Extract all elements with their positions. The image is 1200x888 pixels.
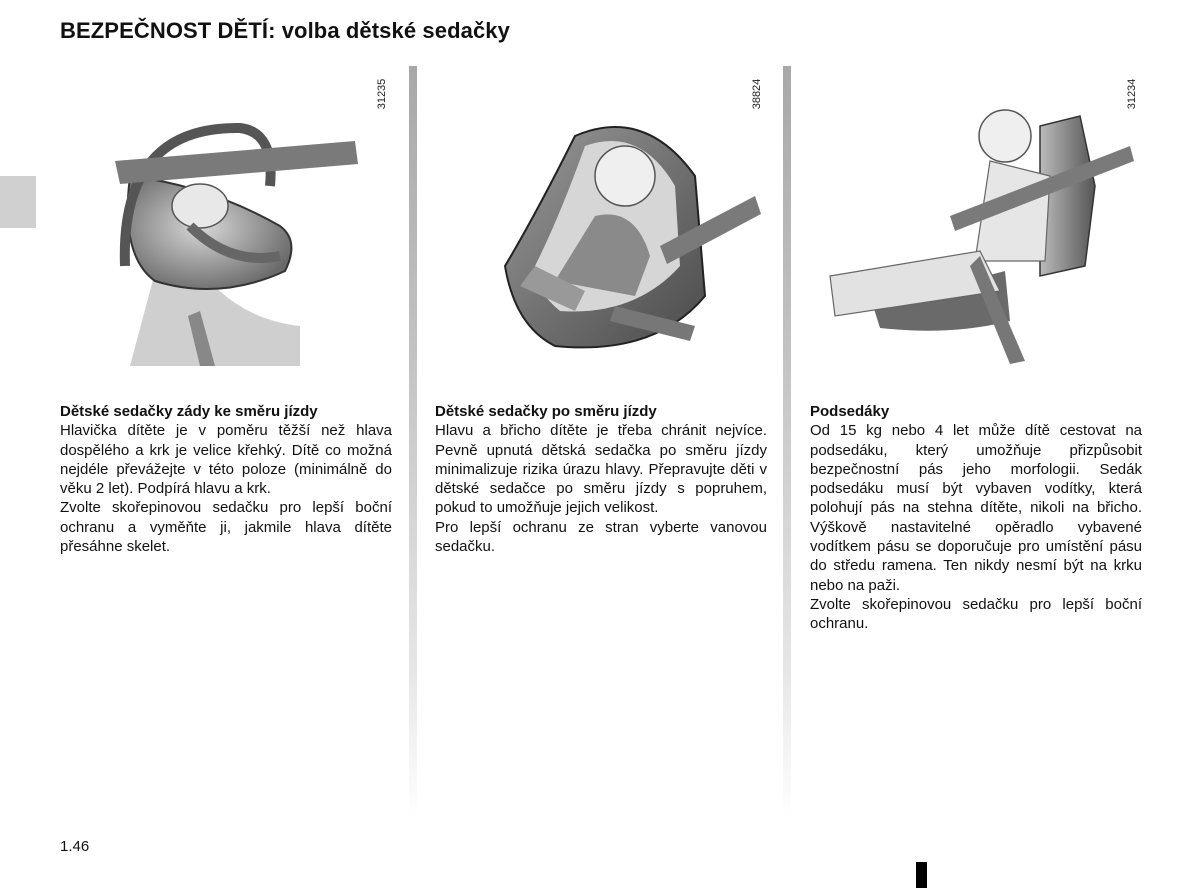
section-text [60,402,392,556]
page-title: BEZPEČNOST DĚTÍ: volba dětské sedačky [60,18,510,43]
figure-ref-code: 38824 [751,78,763,110]
figure-ref-code: 31234 [1126,78,1138,110]
print-corner-mark [916,862,927,888]
section-paragraph: Zvolte skořepinovou sedačku pro lepší boční ochranu a vyměňte ji, jakmile hlava dítěte přesáhne skelet. [60,499,392,556]
section-paragraph: Pro lepší ochranu ze stran vyberte vanovou sedačku. [435,518,767,556]
page-number: 1.46 [60,838,90,855]
rear-facing-seat-illustration [60,66,392,366]
section-paragraph: Zvolte skořepinovou sedačku pro lepší boční ochranu. [810,595,1142,633]
column-divider [783,66,791,818]
section-paragraph: Hlavu a břicho dítěte je třeba chránit nejvíce. Pevně upnutá dětská sedačka po směru jízdy minimalizuje rizika úrazu hlavy. Přepravujte děti v dětské sedačce po směru jízdy s popruhem, pokud to umožňuje jejich velikost. [435,422,767,517]
section-heading: Dětské sedačky po směru jízdy [435,403,657,420]
section-text [435,402,767,556]
column-divider [409,66,417,818]
section-heading: Podsedáky [810,403,890,420]
booster-seat-illustration [810,66,1142,366]
section-heading: Dětské sedačky zády ke směru jízdy [60,403,318,420]
section-text [810,402,1142,634]
section-paragraph: Od 15 kg nebo 4 let může dítě cestovat na podsedáku, který umožňuje přizpůsobit bezpečnostní pás jeho morfologii. Sedák podsedáku musí být vybaven vodítky, která polohují pás na stehna dítěte, nikoli na břicho. Výškově nastavitelné opěradlo vybavené vodítkem pásu se doporučuje pro umístění pásu do středu ramena. Ten nikdy nesmí být na krku nebo na paži. [810,422,1142,594]
forward-facing-seat-illustration [435,66,767,366]
figure-ref-code: 31235 [376,78,388,110]
section-paragraph: Hlavička dítěte je v poměru těžší než hlava dospělého a krk je velice křehký. Dítě co možná nejdéle převážejte v této poloze (minimálně do věku 2 let). Podpírá hlavu a krk. [60,422,392,498]
chapter-tab-marker [0,176,36,228]
